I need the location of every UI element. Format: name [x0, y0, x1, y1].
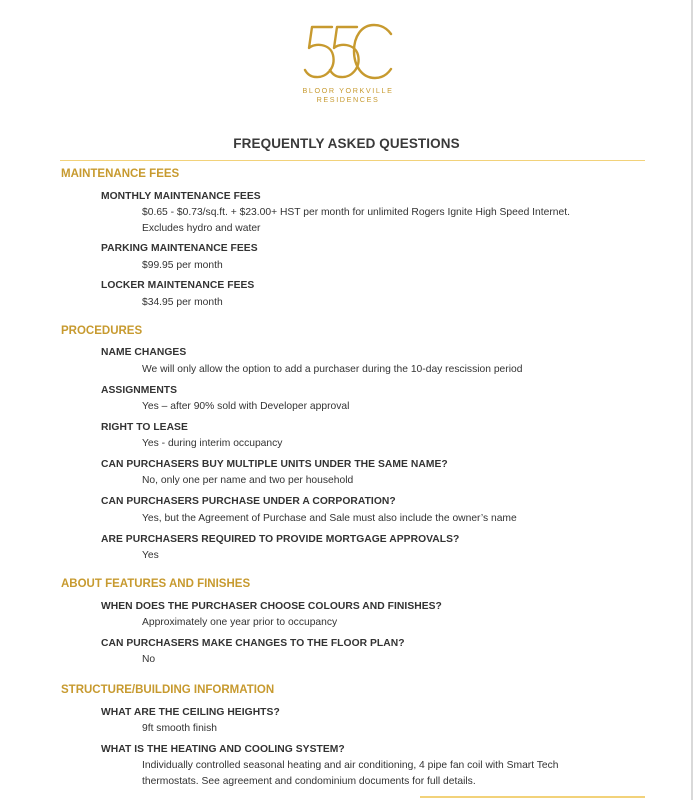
question-floor-plan: CAN PURCHASERS MAKE CHANGES TO THE FLOOR PLAN?	[101, 638, 405, 649]
answer-name-changes: We will only allow the option to add a purchaser during the 10-day rescission period	[142, 364, 523, 375]
answer-multiple-units: No, only one per name and two per household	[142, 475, 354, 486]
page-title: FREQUENTLY ASKED QUESTIONS	[233, 136, 460, 151]
answer-line: $0.65 - $0.73/sq.ft. + $23.00+ HST per month for unlimited Rogers Ignite High Speed Internet.	[142, 207, 570, 218]
answer-floor-plan: No	[142, 654, 156, 665]
section-title-features: ABOUT FEATURES AND FINISHES	[61, 578, 251, 590]
answer-colours-finishes: Approximately one year prior to occupancy	[142, 617, 338, 628]
answer-assignments: Yes – after 90% sold with Developer approval	[142, 401, 350, 412]
answer-right-to-lease: Yes - during interim occupancy	[142, 438, 283, 449]
logo-line-2: RESIDENCES	[316, 95, 380, 104]
answer-locker-maintenance: $34.95 per month	[142, 297, 223, 308]
question-name-changes: NAME CHANGES	[101, 347, 187, 358]
question-heating-cooling: WHAT IS THE HEATING AND COOLING SYSTEM?	[101, 744, 345, 755]
question-locker-maintenance: LOCKER MAINTENANCE FEES	[101, 280, 255, 291]
answer-monthly-maintenance	[142, 205, 632, 236]
logo-55c-mark	[302, 22, 394, 84]
question-parking-maintenance: PARKING MAINTENANCE FEES	[101, 243, 258, 254]
section-title-structure: STRUCTURE/BUILDING INFORMATION	[61, 684, 275, 696]
title-divider	[60, 160, 645, 161]
question-assignments: ASSIGNMENTS	[101, 385, 178, 396]
answer-heating-cooling	[142, 758, 632, 789]
question-right-to-lease: RIGHT TO LEASE	[101, 422, 188, 433]
answer-corporation: Yes, but the Agreement of Purchase and Sale must also include the owner’s name	[142, 513, 517, 524]
question-colours-finishes: WHEN DOES THE PURCHASER CHOOSE COLOURS AND FINISHES?	[101, 601, 442, 612]
answer-line: thermostats. See agreement and condominium documents for full details.	[142, 775, 476, 787]
answer-line: Excludes hydro and water	[142, 222, 261, 234]
answer-parking-maintenance: $99.95 per month	[142, 260, 223, 271]
section-title-maintenance: MAINTENANCE FEES	[61, 168, 180, 180]
question-mortgage-approvals: ARE PURCHASERS REQUIRED TO PROVIDE MORTGAGE APPROVALS?	[101, 534, 460, 545]
logo-line-1: BLOOR YORKVILLE	[302, 86, 394, 95]
answer-line: Individually controlled seasonal heating and air conditioning, 4 pipe fan coil with Smart Tech	[142, 760, 559, 771]
logo	[296, 22, 400, 118]
bottom-divider	[420, 796, 645, 798]
question-corporation: CAN PURCHASERS PURCHASE UNDER A CORPORATION?	[101, 496, 396, 507]
question-monthly-maintenance: MONTHLY MAINTENANCE FEES	[101, 191, 261, 202]
section-title-procedures: PROCEDURES	[61, 325, 143, 337]
answer-mortgage-approvals: Yes	[142, 550, 159, 561]
answer-ceiling-heights: 9ft smooth finish	[142, 723, 217, 734]
question-ceiling-heights: WHAT ARE THE CEILING HEIGHTS?	[101, 707, 280, 718]
question-multiple-units: CAN PURCHASERS BUY MULTIPLE UNITS UNDER THE SAME NAME?	[101, 459, 448, 470]
